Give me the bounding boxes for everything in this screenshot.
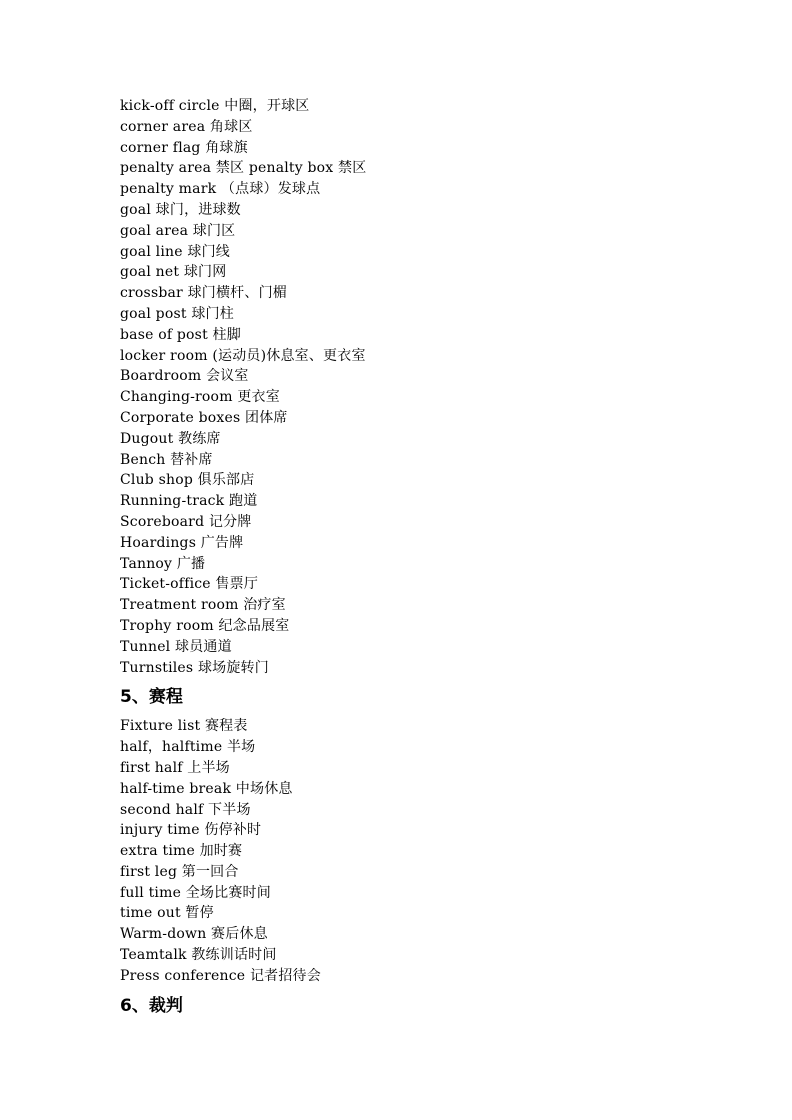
- term-line: Fixture list 赛程表: [120, 718, 248, 735]
- term-line: goal net 球门网: [120, 264, 227, 281]
- term-line: locker room (运动员)休息室、更衣室: [120, 347, 366, 364]
- term-line: full time 全场比赛时间: [120, 884, 271, 901]
- term-list-venue: [120, 96, 740, 678]
- term-line: half-time break 中场休息: [120, 780, 293, 797]
- term-line: Teamtalk 教练训话时间: [120, 947, 277, 964]
- term-line: second half 下半场: [120, 801, 251, 818]
- term-line: first leg 第一回合: [120, 863, 239, 880]
- term-line: Dugout 教练席: [120, 430, 221, 447]
- term-line: Club shop 俱乐部店: [120, 472, 255, 489]
- term-line: goal area 球门区: [120, 222, 236, 239]
- term-line: Tannoy 广播: [120, 555, 206, 572]
- document-page: [120, 96, 740, 1025]
- term-line: time out 暂停: [120, 905, 214, 922]
- term-line: Turnstiles 球场旋转门: [120, 659, 269, 676]
- term-line: goal line 球门线: [120, 243, 230, 260]
- term-line: injury time 伤停补时: [120, 822, 262, 839]
- term-line: penalty area 禁区 penalty box 禁区: [120, 160, 367, 177]
- term-line: Hoardings 广告牌: [120, 534, 244, 551]
- term-line: goal post 球门柱: [120, 305, 234, 322]
- term-line: crossbar 球门横杆、门楣: [120, 285, 287, 302]
- term-line: Running-track 跑道: [120, 493, 258, 510]
- term-line: kick-off circle 中圈，开球区: [120, 98, 310, 114]
- section-heading-referee: 6、裁判: [120, 995, 183, 1016]
- term-line: Press conference 记者招待会: [120, 967, 321, 984]
- term-line: corner flag 角球旗: [120, 139, 248, 156]
- term-line: extra time 加时赛: [120, 843, 243, 860]
- term-line: corner area 角球区: [120, 118, 253, 135]
- term-line: base of post 柱脚: [120, 326, 241, 343]
- term-line: Trophy room 纪念品展室: [120, 617, 290, 634]
- term-line: Changing-room 更衣室: [120, 389, 280, 406]
- term-line: goal 球门，进球数: [120, 201, 241, 218]
- term-line: Corporate boxes 团体席: [120, 409, 288, 426]
- section-heading-schedule: 5、赛程: [120, 687, 183, 708]
- term-line: first half 上半场: [120, 759, 230, 776]
- term-line: Scoreboard 记分牌: [120, 513, 252, 530]
- term-line: Bench 替补席: [120, 451, 213, 468]
- term-list-schedule: [120, 716, 740, 986]
- term-line: half，halftime 半场: [120, 739, 256, 756]
- term-line: Treatment room 治疗室: [120, 597, 286, 614]
- term-line: Warm-down 赛后休息: [120, 926, 268, 943]
- term-line: penalty mark （点球）发球点: [120, 181, 321, 198]
- term-line: Ticket-office 售票厅: [120, 576, 259, 593]
- term-line: Boardroom 会议室: [120, 368, 249, 385]
- term-line: Tunnel 球员通道: [120, 638, 232, 655]
